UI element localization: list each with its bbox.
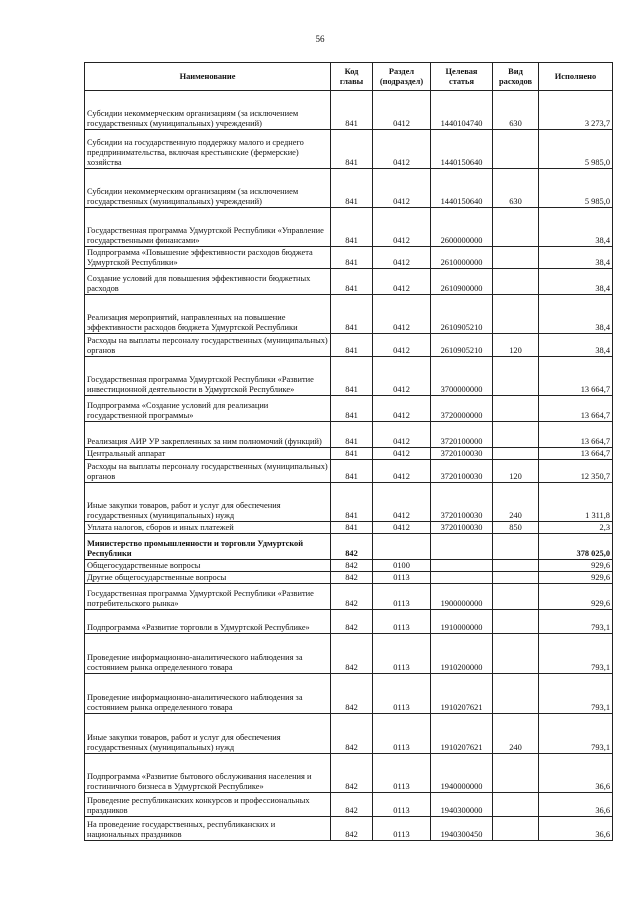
cell-code: 842 <box>331 610 373 634</box>
cell-amount: 12 350,7 <box>539 460 613 483</box>
cell-name: Центральный аппарат <box>85 448 331 460</box>
cell-code: 841 <box>331 396 373 422</box>
table-row <box>85 247 613 269</box>
cell-type <box>493 560 539 572</box>
cell-section: 0412 <box>373 448 431 460</box>
cell-code: 841 <box>331 247 373 269</box>
cell-name: Иные закупки товаров, работ и услуг для обеспечения государственных (муниципальных) нужд <box>85 714 331 754</box>
cell-name: Реализация АИР УР закрепленных за ним полномочий (функций) <box>85 422 331 448</box>
cell-type: 630 <box>493 169 539 208</box>
cell-section: 0412 <box>373 522 431 534</box>
table-row <box>85 572 613 584</box>
cell-section: 0100 <box>373 560 431 572</box>
cell-type: 850 <box>493 522 539 534</box>
table-row <box>85 91 613 130</box>
cell-section: 0113 <box>373 610 431 634</box>
cell-section: 0113 <box>373 754 431 793</box>
cell-type <box>493 269 539 295</box>
cell-target: 1440150640 <box>431 130 493 169</box>
cell-amount: 13 664,7 <box>539 422 613 448</box>
table-row <box>85 522 613 534</box>
cell-section: 0412 <box>373 460 431 483</box>
cell-code: 842 <box>331 572 373 584</box>
cell-amount: 793,1 <box>539 610 613 634</box>
cell-type <box>493 610 539 634</box>
cell-name: Расходы на выплаты персоналу государственных (муниципальных) органов <box>85 334 331 357</box>
cell-target: 1910207621 <box>431 674 493 714</box>
table-row <box>85 295 613 334</box>
cell-amount: 929,6 <box>539 560 613 572</box>
table-row <box>85 269 613 295</box>
cell-target: 1940000000 <box>431 754 493 793</box>
table-header-row <box>85 63 613 91</box>
cell-code: 842 <box>331 534 373 560</box>
page-number: 56 <box>315 34 325 44</box>
table-row <box>85 584 613 610</box>
table-row <box>85 130 613 169</box>
cell-name: Министерство промышленности и торговли Удмуртской Республики <box>85 534 331 560</box>
budget-table <box>84 62 613 841</box>
cell-target: 1940300000 <box>431 793 493 817</box>
cell-name: Проведение республиканских конкурсов и профессиональных праздников <box>85 793 331 817</box>
cell-code: 842 <box>331 634 373 674</box>
header-type: Вид расходов <box>493 63 539 91</box>
cell-type <box>493 422 539 448</box>
cell-name: Другие общегосударственные вопросы <box>85 572 331 584</box>
cell-code: 841 <box>331 522 373 534</box>
cell-code: 841 <box>331 448 373 460</box>
cell-code: 841 <box>331 460 373 483</box>
cell-name: На проведение государственных, республиканских и национальных праздников <box>85 817 331 841</box>
cell-code: 842 <box>331 754 373 793</box>
cell-amount: 13 664,7 <box>539 357 613 396</box>
cell-type <box>493 357 539 396</box>
cell-section <box>373 534 431 560</box>
cell-type <box>493 396 539 422</box>
cell-name: Субсидии некоммерческим организациям (за исключением государственных (муниципальных) учреждений) <box>85 169 331 208</box>
table-row <box>85 422 613 448</box>
cell-section: 0412 <box>373 334 431 357</box>
cell-target: 3720100030 <box>431 460 493 483</box>
cell-target: 3720100030 <box>431 483 493 522</box>
cell-amount: 3 273,7 <box>539 91 613 130</box>
cell-name: Уплата налогов, сборов и иных платежей <box>85 522 331 534</box>
cell-section: 0113 <box>373 584 431 610</box>
cell-section: 0113 <box>373 674 431 714</box>
cell-type <box>493 674 539 714</box>
cell-name: Подпрограмма «Повышение эффективности расходов бюджета Удмуртской Республики» <box>85 247 331 269</box>
cell-code: 841 <box>331 334 373 357</box>
cell-type <box>493 817 539 841</box>
table-row <box>85 208 613 247</box>
cell-type <box>493 208 539 247</box>
cell-target: 3720100030 <box>431 522 493 534</box>
cell-name: Субсидии некоммерческим организациям (за исключением государственных (муниципальных) учреждений) <box>85 91 331 130</box>
cell-section: 0412 <box>373 295 431 334</box>
cell-amount: 1 311,8 <box>539 483 613 522</box>
cell-name: Иные закупки товаров, работ и услуг для обеспечения государственных (муниципальных) нужд <box>85 483 331 522</box>
cell-type <box>493 448 539 460</box>
cell-type <box>493 247 539 269</box>
table-body <box>85 91 613 841</box>
cell-target: 3700000000 <box>431 357 493 396</box>
cell-amount: 929,6 <box>539 572 613 584</box>
cell-code: 842 <box>331 817 373 841</box>
cell-amount: 2,3 <box>539 522 613 534</box>
cell-target: 1940300450 <box>431 817 493 841</box>
table-row <box>85 357 613 396</box>
cell-target: 1910000000 <box>431 610 493 634</box>
cell-amount: 36,6 <box>539 817 613 841</box>
cell-code: 841 <box>331 357 373 396</box>
cell-target: 2610905210 <box>431 334 493 357</box>
cell-section: 0412 <box>373 169 431 208</box>
cell-type: 120 <box>493 460 539 483</box>
cell-amount: 38,4 <box>539 334 613 357</box>
cell-section: 0412 <box>373 208 431 247</box>
cell-code: 841 <box>331 130 373 169</box>
cell-amount: 38,4 <box>539 208 613 247</box>
cell-amount: 38,4 <box>539 295 613 334</box>
cell-name: Подпрограмма «Развитие бытового обслуживания населения и гостиничного бизнеса в Удмуртской Республике» <box>85 754 331 793</box>
cell-code: 842 <box>331 793 373 817</box>
cell-target: 1900000000 <box>431 584 493 610</box>
cell-amount: 38,4 <box>539 269 613 295</box>
cell-section: 0113 <box>373 793 431 817</box>
cell-section: 0412 <box>373 396 431 422</box>
cell-amount: 793,1 <box>539 674 613 714</box>
table-row <box>85 334 613 357</box>
header-target: Целевая статья <box>431 63 493 91</box>
cell-section: 0412 <box>373 247 431 269</box>
cell-target: 1440150640 <box>431 169 493 208</box>
cell-code: 842 <box>331 674 373 714</box>
cell-section: 0113 <box>373 817 431 841</box>
cell-amount: 38,4 <box>539 247 613 269</box>
cell-section: 0412 <box>373 130 431 169</box>
cell-target: 1910200000 <box>431 634 493 674</box>
cell-target: 2610900000 <box>431 269 493 295</box>
cell-target: 2610000000 <box>431 247 493 269</box>
cell-target: 3720000000 <box>431 396 493 422</box>
cell-code: 841 <box>331 295 373 334</box>
cell-name: Общегосударственные вопросы <box>85 560 331 572</box>
cell-target: 3720100030 <box>431 448 493 460</box>
table-row <box>85 793 613 817</box>
table-row <box>85 817 613 841</box>
cell-section: 0113 <box>373 634 431 674</box>
cell-amount: 793,1 <box>539 634 613 674</box>
cell-name: Расходы на выплаты персоналу государственных (муниципальных) органов <box>85 460 331 483</box>
cell-amount: 36,6 <box>539 793 613 817</box>
cell-section: 0113 <box>373 572 431 584</box>
table-row <box>85 169 613 208</box>
cell-code: 842 <box>331 584 373 610</box>
cell-amount: 5 985,0 <box>539 169 613 208</box>
header-section: Раздел (подраздел) <box>373 63 431 91</box>
cell-section: 0412 <box>373 91 431 130</box>
cell-amount: 5 985,0 <box>539 130 613 169</box>
cell-amount: 929,6 <box>539 584 613 610</box>
table-row <box>85 396 613 422</box>
cell-target <box>431 572 493 584</box>
header-name: Наименование <box>85 63 331 91</box>
cell-type: 240 <box>493 714 539 754</box>
cell-amount: 793,1 <box>539 714 613 754</box>
cell-name: Государственная программа Удмуртской Республики «Развитие инвестиционной деятельности в Удмуртской Республике» <box>85 357 331 396</box>
cell-code: 841 <box>331 269 373 295</box>
table-row <box>85 560 613 572</box>
cell-name: Субсидии на государственную поддержку малого и среднего предпринимательства, включая крестьянские (фермерские) хозяйства <box>85 130 331 169</box>
cell-type <box>493 295 539 334</box>
cell-code: 841 <box>331 483 373 522</box>
cell-code: 842 <box>331 560 373 572</box>
cell-type: 240 <box>493 483 539 522</box>
table-row <box>85 714 613 754</box>
cell-type <box>493 572 539 584</box>
cell-type <box>493 130 539 169</box>
cell-amount: 13 664,7 <box>539 396 613 422</box>
cell-name: Проведение информационно-аналитического наблюдения за состоянием рынка определенного товара <box>85 674 331 714</box>
cell-code: 841 <box>331 91 373 130</box>
cell-name: Государственная программа Удмуртской Республики «Развитие потребительского рынка» <box>85 584 331 610</box>
cell-target <box>431 560 493 572</box>
table-row <box>85 534 613 560</box>
cell-target: 2610905210 <box>431 295 493 334</box>
cell-section: 0412 <box>373 357 431 396</box>
cell-type: 630 <box>493 91 539 130</box>
header-code: Код главы <box>331 63 373 91</box>
cell-code: 841 <box>331 422 373 448</box>
cell-name: Проведение информационно-аналитического наблюдения за состоянием рынка определенного товара <box>85 634 331 674</box>
header-amount: Исполнено <box>539 63 613 91</box>
cell-target: 2600000000 <box>431 208 493 247</box>
cell-target: 1440104740 <box>431 91 493 130</box>
table-row <box>85 634 613 674</box>
cell-name: Подпрограмма «Развитие торговли в Удмуртской Республике» <box>85 610 331 634</box>
cell-target: 1910207621 <box>431 714 493 754</box>
cell-type <box>493 534 539 560</box>
cell-target <box>431 534 493 560</box>
cell-amount: 378 025,0 <box>539 534 613 560</box>
table-row <box>85 483 613 522</box>
cell-name: Реализация мероприятий, направленных на повышение эффективности расходов бюджета Удмуртской Республики <box>85 295 331 334</box>
cell-type <box>493 634 539 674</box>
cell-code: 841 <box>331 208 373 247</box>
cell-amount: 36,6 <box>539 754 613 793</box>
cell-section: 0412 <box>373 422 431 448</box>
table-row <box>85 448 613 460</box>
cell-type <box>493 793 539 817</box>
cell-section: 0412 <box>373 483 431 522</box>
cell-target: 3720100000 <box>431 422 493 448</box>
cell-section: 0113 <box>373 714 431 754</box>
cell-type <box>493 584 539 610</box>
table-row <box>85 674 613 714</box>
table-row <box>85 610 613 634</box>
cell-section: 0412 <box>373 269 431 295</box>
cell-amount: 13 664,7 <box>539 448 613 460</box>
table-row <box>85 460 613 483</box>
cell-code: 841 <box>331 169 373 208</box>
table-row <box>85 754 613 793</box>
cell-name: Подпрограмма «Создание условий для реализации государственной программы» <box>85 396 331 422</box>
cell-type <box>493 754 539 793</box>
cell-type: 120 <box>493 334 539 357</box>
cell-code: 842 <box>331 714 373 754</box>
cell-name: Создание условий для повышения эффективности бюджетных расходов <box>85 269 331 295</box>
cell-name: Государственная программа Удмуртской Республики «Управление государственными финансами» <box>85 208 331 247</box>
